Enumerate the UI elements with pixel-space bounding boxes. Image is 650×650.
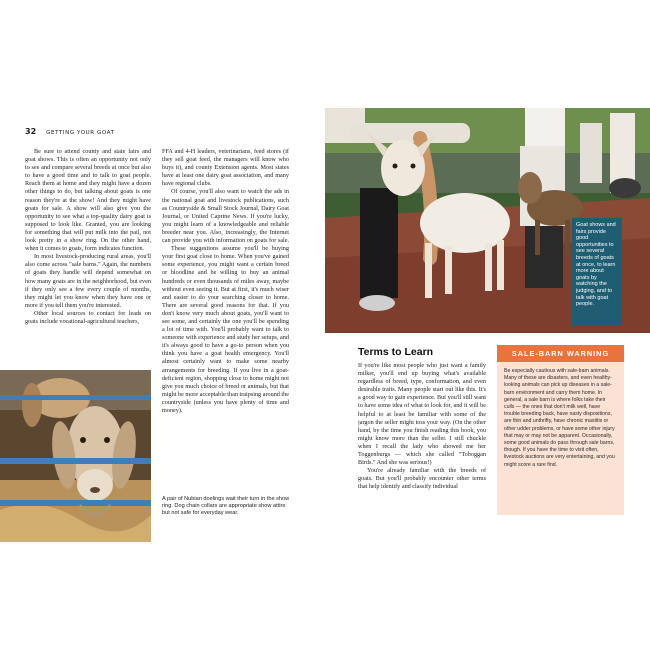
body-paragraph: Other local sources to contact for leads on goats include vocational-agricultural teachers, xyxy=(25,309,151,325)
sale-barn-warning-sidebar xyxy=(497,345,624,515)
page-header xyxy=(25,127,115,136)
sidebar-title: SALE-BARN WARNING xyxy=(497,345,624,362)
photo-caption-box: Goat shows and fairs provide good opportunities to see several breeds of goats at once, to learn more about goats by watching the judging, and to talk with goat people. xyxy=(572,218,622,326)
body-paragraph: Be sure to attend county and state fairs and goat shows. This is often an opportunity not only to see and compare several breeds at once but also to have a good time and to talk to goat people. Reach them at home and they might have a dozen other things to do, but talking about goats is one reason they're at the show! And they might have goats for sale. A show will also give you the opportunity to see what a top-quality dairy goat is supposed to look like. Granted, you are looking for something that will put milk into the pail, not look pretty in a show ring. On the other hand, when it comes to goats, form indicates function. xyxy=(25,148,151,253)
sidebar-body: Be especially cautious with sale-barn animals. Many of these are disasters, and even healthy-looking animals can pick up diseases in a sale-barn environment and carry them home. In general, a sale barn is where folks take their culls — the ones that don't milk well, have trouble breeding back, have nasty dispositions, are thin and unthrifty, have chronic mastitis or other udder problems, or have some other injury that may or may not be apparent. Occasionally, some good animals do pass through sale barns, though. If you have the time to visit often, livestock auctions are very entertaining, and you might score a rare find. xyxy=(504,368,615,468)
body-paragraph: These suggestions assume you'll be buying your first goat close to home. When you've gained some experience, you might want a certain breed or bloodline and be willing to buy an animal hundreds or even thousands of miles away, maybe without even seeing it. But at first, it's much wiser and easier to do your searching closer to home. There are several good reasons for that. If you don't know very much about goats, you'll want to see some, and certainly the one you'll be spending a lot of time with. You'll probably want to talk to someone with experience and study her setups, and it's always good to have a go-to person when you think you have a goat health emergency. You'll almost certainly want to make some nearby arrangements for breeding. If you live in a goat-deficient region, shopping close to home might not give you much choice of breed or animals, but that might be more acceptable than traipsing around the countryside (unless you have plenty of time and money). xyxy=(162,245,289,414)
middle-text-column xyxy=(162,148,289,484)
body-paragraph: In most livestock-producing rural areas, you'll also come across "sale barns." Again, the numbers of goats they handle will depend somewhat on how many goats are in the neighborhood, but even if they only see a few every couple of months, they might let you know when they have one or more if you tell them you're interested. xyxy=(25,253,151,309)
running-head: GETTING YOUR GOAT xyxy=(46,130,115,136)
page-number: 32 xyxy=(25,127,37,136)
section-heading: Terms to Learn xyxy=(358,346,434,358)
photo-caption: A pair of Nubian doelings wait their turn in the show ring. Dog chain collars are appropriate show attire but not safe for everyday wear. xyxy=(162,496,290,516)
body-paragraph: If you're like most people who just want a family milker, you'll end up buying what's available regardless of breed, type, conformation, and even desirable traits. Many people start out like this. It's a good way to gain experience. But you'll still want to have some idea of what to look for, and it will be helpful to at least be familiar with some of the jargon the seller might toss your way. (On the other hand, by the time you finish reading this book, you might know more than the seller. I still chuckle when I recall the lady who showed me her Toggenburgs — which she called "Toboggan Birds." And she was serious!) xyxy=(358,362,486,467)
body-paragraph: Of course, you'll also want to watch the ads in the national goat and livestock publications, such as Countryside & Small Stock Journal, Dairy Goat Journal, or United Caprine News. If you're lucky, you might learn of a knowledgeable and reliable breeder near you. Also, increasingly, the Internet can provide you with information on goats for sale. xyxy=(162,188,289,245)
body-paragraph: You're already familiar with the breeds of goats. But you'll probably encounter other terms that help identify and classify individual xyxy=(358,467,486,491)
terms-text-column xyxy=(358,362,486,544)
nubian-goats-photo xyxy=(0,370,151,542)
body-paragraph: FFA and 4-H leaders, veterinarians, feed stores (if they sell goat feed, the managers will know who buys it), and county Extension agents. Most states have at least one dairy goat association, and many have regional clubs. xyxy=(162,148,289,188)
left-text-column xyxy=(25,148,151,368)
